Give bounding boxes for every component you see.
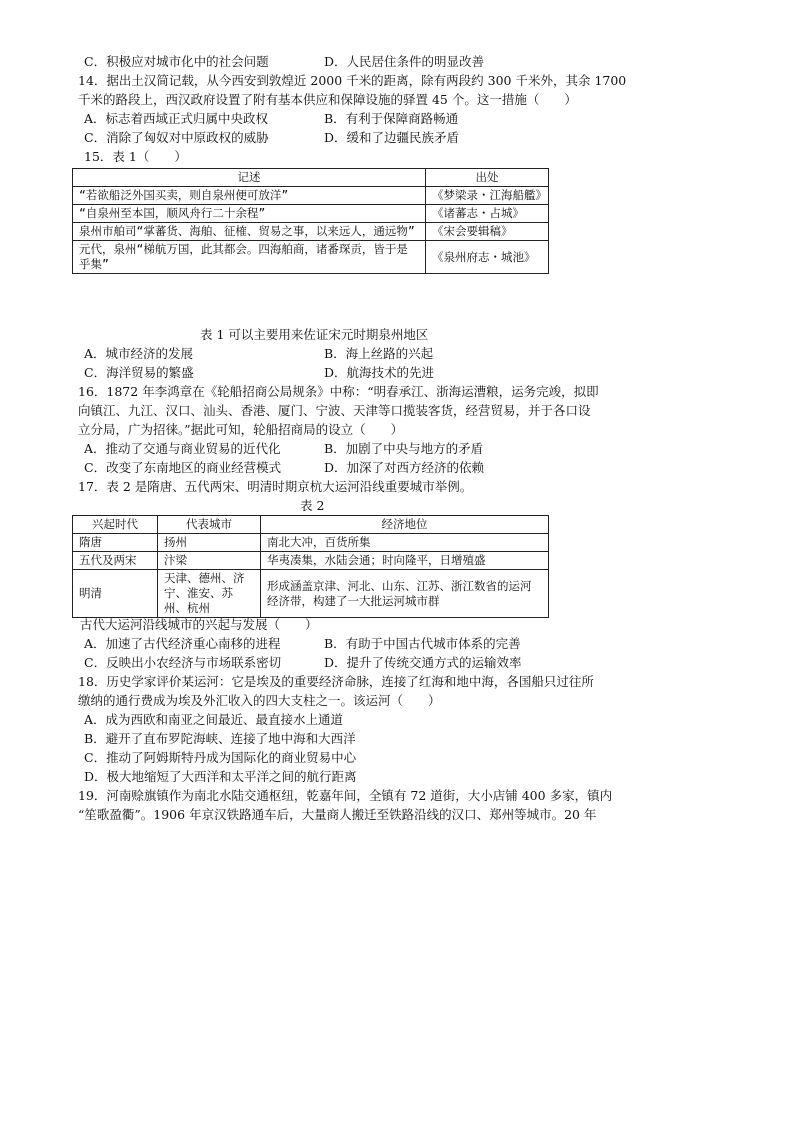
q16-stem-line1: 16．1872 年李鸿章在《轮船招商公局规条》中称：“明春承江、浙海运漕粮，运务完竣，拟即 — [78, 384, 599, 399]
q19-stem-line2: “笙歌盈衢”。1906 年京汉铁路通车后，大量商人搬迁至铁路沿线的汉口、郑州等城市。20 年 — [78, 807, 597, 822]
table-2-city: 天津、德州、济宁、淮安、苏州、杭州 — [158, 570, 261, 618]
q17-option-a[interactable]: A．加速了古代经济重心南移的进程 — [84, 636, 281, 651]
q17-option-b[interactable]: B．有助于中国古代城市体系的完善 — [324, 636, 521, 651]
table-row — [73, 241, 549, 274]
option-d[interactable]: D．人民居住条件的明显改善 — [324, 54, 485, 69]
q15-option-a[interactable]: A．城市经济的发展 — [84, 346, 194, 361]
q18-option-d[interactable]: D．极大地缩短了大西洋和太平洋之间的航行距离 — [84, 769, 357, 784]
q14-stem-line1: 14．据出土汉简记载，从今西安到敦煌近 2000 千米的距离，除有两段约 300 千米外，其余 1700 — [78, 73, 627, 88]
table-2 — [72, 515, 549, 618]
table-row — [73, 534, 549, 552]
q16-option-d[interactable]: D．加深了对西方经济的依赖 — [324, 460, 485, 475]
option-c[interactable]: C．积极应对城市化中的社会问题 — [84, 54, 269, 69]
q14-option-c[interactable]: C．消除了匈奴对中原政权的威胁 — [84, 130, 269, 145]
table-1-record: 泉州市舶司“掌蕃货、海舶、征榷、贸易之事，以来远人，通远物” — [73, 223, 426, 241]
table-row — [73, 187, 549, 205]
table-row — [73, 552, 549, 570]
q14-option-b[interactable]: B．有利于保障商路畅通 — [324, 111, 459, 126]
table-2-header-era: 兴起时代 — [73, 516, 158, 534]
q14-stem-line2: 千米的路段上，西汉政府设置了附有基本供应和保障设施的驿置 45 个。这一措施（ ） — [78, 92, 577, 107]
q15-option-c[interactable]: C．海洋贸易的繁盛 — [84, 365, 194, 380]
table-2-header-status: 经济地位 — [261, 516, 549, 534]
table-1-source: 《宋会要辑稿》 — [426, 223, 549, 241]
table-1-source: 《梦梁录・江海船艦》 — [426, 187, 549, 205]
q17-option-c[interactable]: C．反映出小农经济与市场联系密切 — [84, 655, 282, 670]
table-2-status: 南北大冲，百货所集 — [261, 534, 549, 552]
q17-after-table: 古代大运河沿线城市的兴起与发展（ ） — [80, 617, 318, 632]
table-1-record: “若欲船泛外国买卖，则自泉州便可放洋” — [73, 187, 426, 205]
table-1-header-record: 记述 — [73, 169, 426, 187]
table-2-era: 明清 — [73, 570, 158, 618]
q18-option-c[interactable]: C．推动了阿姆斯特丹成为国际化的商业贸易中心 — [84, 750, 357, 765]
table-2-city: 扬州 — [158, 534, 261, 552]
table-2-era: 隋唐 — [73, 534, 158, 552]
q16-stem-line2: 向镇江、九江、汉口、汕头、香港、厦门、宁波、天津等口揽装客货，经营贸易，并于各口设 — [78, 403, 591, 418]
q15-option-d[interactable]: D．航海技术的先进 — [324, 365, 435, 380]
table-1-source: 《诸蕃志・占城》 — [426, 205, 549, 223]
q14-option-a[interactable]: A．标志着西域正式归属中央政权 — [84, 111, 269, 126]
table-2-city: 汴梁 — [158, 552, 261, 570]
table-row — [73, 205, 549, 223]
q15-after-table: 表 1 可以主要用来佐证宋元时期泉州地区 — [200, 327, 429, 342]
table-2-header-city: 代表城市 — [158, 516, 261, 534]
table-2-status: 形成涵盖京津、河北、山东、江苏、浙江数省的运河经济带，构建了一大批运河城市群 — [261, 570, 549, 618]
table-row — [73, 570, 549, 618]
table-2-title: 表 2 — [300, 498, 325, 513]
q16-stem-line3: 立分局，广为招徕。”据此可知，轮船招商局的设立（ ） — [78, 422, 404, 437]
q15-option-b[interactable]: B．海上丝路的兴起 — [324, 346, 434, 361]
q16-option-b[interactable]: B．加剧了中央与地方的矛盾 — [324, 441, 484, 456]
q15-stem: 15．表 1（ ） — [84, 149, 187, 164]
table-row — [73, 223, 549, 241]
q18-option-b[interactable]: B．避开了直布罗陀海峡、连接了地中海和大西洋 — [84, 731, 356, 746]
table-1 — [72, 168, 549, 274]
table-1-source: 《泉州府志・城池》 — [426, 241, 549, 274]
q17-stem: 17．表 2 是隋唐、五代两宋、明清时期京杭大运河沿线重要城市举例。 — [78, 479, 473, 494]
table-1-header-source: 出处 — [426, 169, 549, 187]
q16-option-c[interactable]: C．改变了东南地区的商业经营模式 — [84, 460, 282, 475]
q19-stem-line1: 19．河南赊旗镇作为南北水陆交通枢纽，乾嘉年间，全镇有 72 道街，大小店铺 400 多家，镇内 — [78, 788, 613, 803]
q18-option-a[interactable]: A．成为西欧和南亚之间最近、最直接水上通道 — [84, 712, 344, 727]
q18-stem-line1: 18．历史学家评价某运河：它是埃及的重要经济命脉，连接了红海和地中海，各国船只过往所 — [78, 674, 594, 689]
q17-option-d[interactable]: D．提升了传统交通方式的运输效率 — [324, 655, 522, 670]
table-1-record: 元代，泉州“梯航万国，此其都会。四海舶商，诸番琛贡，皆于是乎集” — [73, 241, 426, 274]
table-2-status: 华夷凑集，水陆会通；时向隆平，日增殖盛 — [261, 552, 549, 570]
q14-option-d[interactable]: D．缓和了边疆民族矛盾 — [324, 130, 460, 145]
table-2-era: 五代及两宋 — [73, 552, 158, 570]
table-1-record: “自泉州至本国，顺风舟行二十余程” — [73, 205, 426, 223]
q16-option-a[interactable]: A．推动了交通与商业贸易的近代化 — [84, 441, 281, 456]
q18-stem-line2: 缴纳的通行费成为埃及外汇收入的四大支柱之一。该运河（ ） — [78, 693, 441, 708]
